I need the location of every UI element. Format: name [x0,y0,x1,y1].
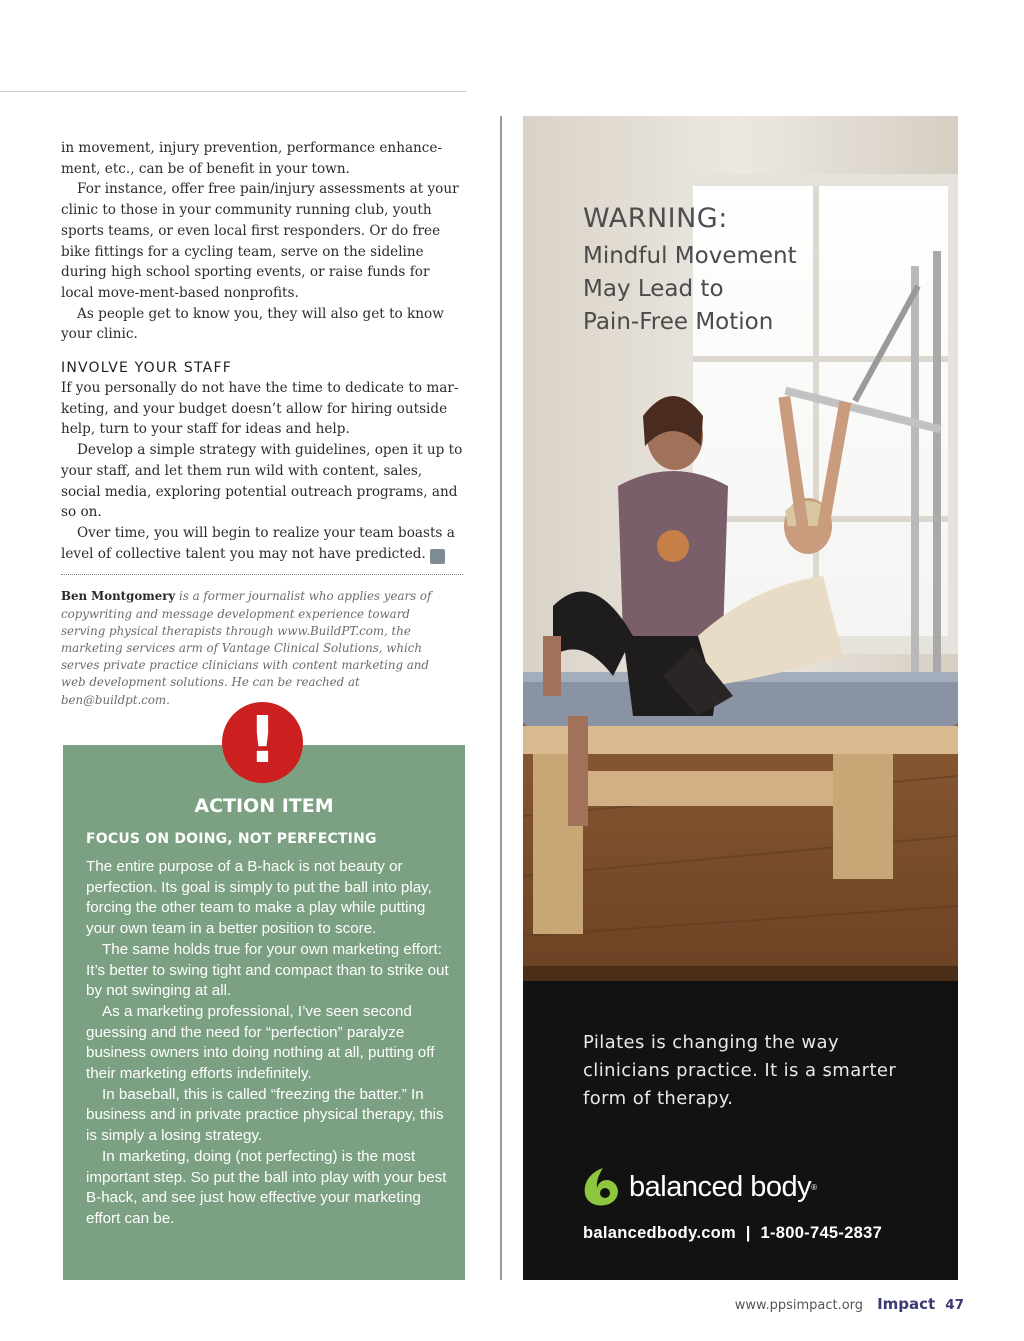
column-divider [500,116,502,1280]
article-paragraph: Develop a simple strategy with guidelines, open it up to your staff, and let them run wild with content, sales, social media, exploring potential outreach programs, and so on. [61,442,463,521]
footer-brand: Impact [877,1295,936,1313]
action-item-box [63,745,465,1280]
article-paragraph: If you personally do not have the time to dedicate to mar-keting, and your budget doesn’t allow for hiring outside help, turn to your staff for ideas and help. [61,380,459,438]
exclamation-icon [222,702,303,783]
ad-contact: balancedbody.com | 1-800-745-2837 [583,1224,883,1242]
author-name: Ben Montgomery [61,589,176,604]
advertisement [523,116,958,1280]
footer-url: www.ppsimpact.org [734,1298,864,1313]
brand-name: balanced body [629,1170,812,1203]
dotted-divider [61,574,463,575]
action-body [86,857,451,1230]
article-column [61,138,466,709]
page-footer [735,1295,964,1313]
end-mark-icon: I [430,549,445,564]
article-paragraph: As people get to know you, they will also get to know your clinic. [61,305,444,343]
top-rule [0,91,466,92]
article-paragraph: For instance, offer free pain/injury assessments at your clinic to those in your community running club, youth sports teams, or even local first responders. Or do free bike fittings for a cycling team, serve on the sideline during high school sporting events, or raise funds for local move-ment-based nonprofits. [61,181,459,301]
exclamation-symbol: ! [247,703,278,778]
ad-copy: Pilates is changing the way clinicians practice. It is a smarter form of therapy. [583,1032,897,1109]
author-bio [61,588,456,708]
section-heading: INVOLVE YOUR STAFF [61,360,232,377]
headline-line: May Lead to [583,276,724,302]
action-title: ACTION ITEM [194,795,334,817]
action-paragraph: In marketing, doing (not perfecting) is the most important step. So put the ball into play with your best B-hack, and see just how effective your marketing effort can be. [86,1147,447,1227]
action-paragraph: The same holds true for your own marketing effort: It’s better to swing tight and compact than to strike out by not swinging at all. [86,940,449,1000]
headline-line: Mindful Movement [583,243,797,269]
action-paragraph: In baseball, this is called “freezing the batter.” In business and in private practice physical therapy, this is simply a losing strategy. [86,1085,444,1145]
ad-headline [583,202,797,339]
action-paragraph: As a marketing professional, I’ve seen second guessing and the need for “perfection” paralyze business owners into doing nothing at all, putting off their marketing efforts indefinitely. [86,1002,435,1083]
action-paragraph: The entire purpose of a B-hack is not beauty or perfection. Its goal is simply to put the ball into play, forcing the other team to make a play while putting your own team in a better position to score. [86,858,432,938]
balanced-body-logo [581,1166,817,1208]
registered-mark: ® [811,1182,818,1192]
article-paragraph-text: Over time, you will begin to realize your team boasts a level of collective talent you may not have predicted. [61,524,455,562]
article-paragraph-last [61,523,466,564]
warning-label: WARNING: [583,203,728,234]
action-subtitle: FOCUS ON DOING, NOT PERFECTING [86,831,377,847]
leaf-logo-icon [581,1166,623,1208]
article-paragraph: in movement, injury prevention, performance enhance-ment, etc., can be of benefit in your town. [61,140,443,177]
headline-line: Pain-Free Motion [583,309,774,335]
author-bio-text: is a former journalist who applies years of copywriting and message development experience toward serving physical therapists through www.BuildPT.com, the marketing services arm of Vantage Clinical Solutions, which serves private practice clinicians with content marketing and web development solutions. He can be reached at ben@buildpt.com. [61,589,432,707]
page-number: 47 [945,1297,964,1313]
